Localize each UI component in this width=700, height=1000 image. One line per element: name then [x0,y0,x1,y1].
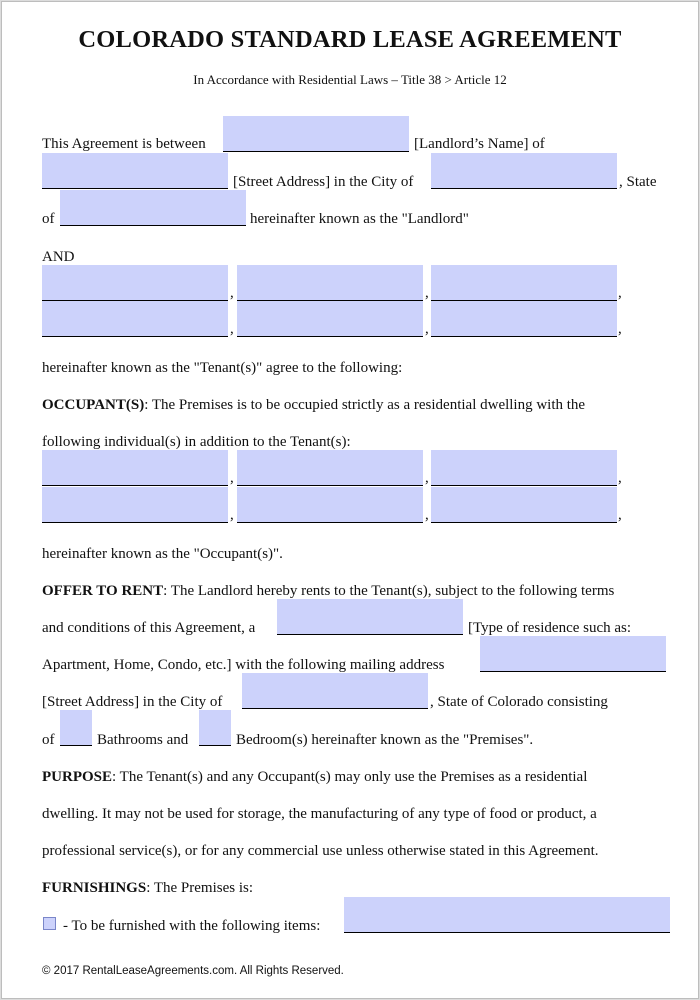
parties-line2-text: [Street Address] in the City of [233,174,414,190]
offer-heading: OFFER TO RENT [42,583,164,599]
landlord-street-field[interactable] [42,153,228,189]
purpose-line2: dwelling. It may not be used for storage, the manufacturing of any type of food or product, a [42,806,597,822]
separator-comma: , [618,321,622,337]
parties-line3-prefix: of [42,211,55,227]
document-subtitle: In Accordance with Residential Laws – Title 38 > Article 12 [193,72,507,87]
occupant-field-4[interactable] [42,487,228,523]
tenant-field-3[interactable] [431,265,617,301]
tenant-field-5[interactable] [237,301,423,337]
occupants-line2: following individual(s) in addition to the Tenant(s): [42,434,351,450]
offer-line5-prefix: of [42,732,55,748]
mailing-address-field[interactable] [480,636,666,672]
tenant-field-6[interactable] [431,301,617,337]
parties-line1-text: This Agreement is between [42,136,206,152]
occupant-field-1[interactable] [42,450,228,486]
offer-line5-suffix: Bedroom(s) hereinafter known as the "Premises". [236,732,534,748]
document-title: COLORADO STANDARD LEASE AGREEMENT [78,26,622,53]
occupants-line1 [42,396,585,414]
copyright-footer: © 2017 RentalLeaseAgreements.com. All Rights Reserved. [42,965,344,977]
and-label: AND [42,249,75,265]
furnishings-heading: FURNISHINGS [42,880,147,896]
offer-line5-middle: Bathrooms and [97,732,189,748]
separator-comma: , [425,507,429,523]
parties-line2-suffix: , State [619,174,657,190]
separator-comma: , [230,285,234,301]
offer-line2-text: and conditions of this Agreement, a [42,620,256,636]
occupants-line1-text: : The Premises is to be occupied strictly as a residential dwelling with the [144,397,586,413]
separator-comma: , [425,285,429,301]
offer-line4-suffix: , State of Colorado consisting [430,694,608,710]
separator-comma: , [230,507,234,523]
separator-comma: , [618,507,622,523]
separator-comma: , [618,470,622,486]
purpose-line3: professional service(s), or for any commercial use unless otherwise stated in this Agreement. [42,843,599,859]
separator-comma: , [425,470,429,486]
offer-line3-text: Apartment, Home, Condo, etc.] with the following mailing address [42,657,445,673]
parties-line3-text: hereinafter known as the "Landlord" [250,211,469,227]
occupant-field-3[interactable] [431,450,617,486]
landlord-city-field[interactable] [431,153,617,189]
separator-comma: , [425,321,429,337]
occupant-field-6[interactable] [431,487,617,523]
parties-line1-suffix: [Landlord’s Name] of [414,136,545,152]
furnished-option-label: - To be furnished with the following items: [63,918,321,934]
landlord-state-field[interactable] [60,190,246,226]
purpose-heading: PURPOSE [42,769,113,785]
premises-city-field[interactable] [242,673,428,709]
furnished-checkbox[interactable] [43,917,56,930]
furnishings-line1-text: : The Premises is: [146,880,253,896]
separator-comma: , [230,470,234,486]
occupants-heading: OCCUPANT(S) [42,397,145,413]
document-page [1,1,699,999]
bedrooms-count-field[interactable] [199,710,231,746]
offer-line4-text: [Street Address] in the City of [42,694,223,710]
occupant-field-2[interactable] [237,450,423,486]
offer-line1 [42,582,614,600]
separator-comma: , [230,321,234,337]
tenant-field-1[interactable] [42,265,228,301]
offer-line1-text: : The Landlord hereby rents to the Tenant(s), subject to the following terms [163,583,615,599]
tenant-field-2[interactable] [237,265,423,301]
occupant-field-5[interactable] [237,487,423,523]
separator-comma: , [618,285,622,301]
furnishings-line1 [42,879,253,897]
bathrooms-count-field[interactable] [60,710,92,746]
purpose-line1-text: : The Tenant(s) and any Occupant(s) may only use the Premises as a residential [112,769,588,785]
tenant-field-4[interactable] [42,301,228,337]
residence-type-field[interactable] [277,599,463,635]
occupants-clause: hereinafter known as the "Occupant(s)". [42,546,283,562]
purpose-line1 [42,768,587,786]
tenant-clause: hereinafter known as the "Tenant(s)" agree to the following: [42,360,403,376]
furnished-items-field[interactable] [344,897,670,933]
offer-line2-suffix: [Type of residence such as: [468,620,632,636]
landlord-name-field[interactable] [223,116,409,152]
